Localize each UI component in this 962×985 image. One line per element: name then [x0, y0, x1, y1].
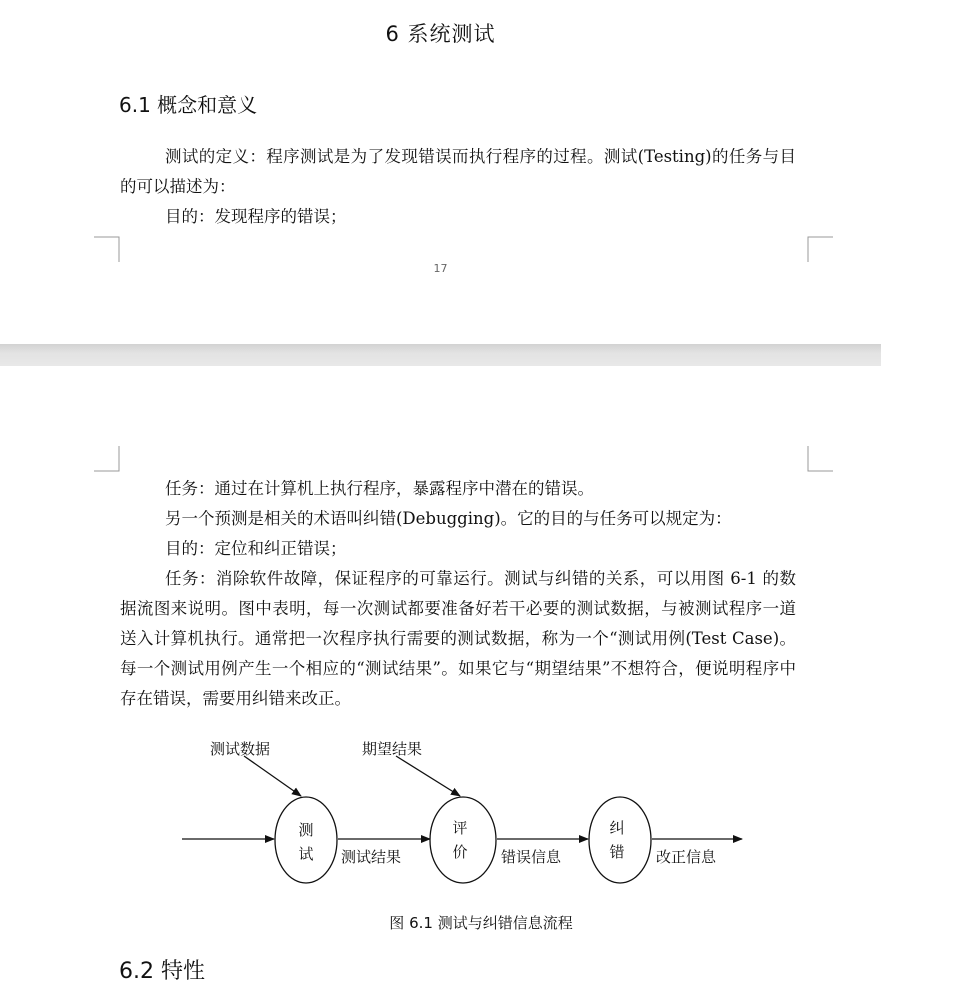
chapter-title: 6 系统测试 [385, 22, 496, 46]
label-fix-info: 改正信息 [656, 848, 717, 866]
node-debug-char-2: 错 [609, 843, 625, 861]
margin-corner-mark [808, 446, 833, 472]
document-page-2 [0, 366, 881, 984]
arrow-expected-result [396, 756, 460, 796]
node-evaluate-char-2: 价 [452, 843, 468, 861]
body-paragraph: 目的：发现程序的错误； [165, 207, 347, 226]
page-separator [0, 344, 881, 366]
section-heading: 6.1 概念和意义 [119, 93, 258, 117]
document-page-1 [0, 0, 881, 344]
figure-caption: 图 6.1 测试与纠错信息流程 [389, 914, 573, 932]
body-paragraph: 任务：消除软件故障，保证程序的可靠运行。测试与纠错的关系，可以用图 6-1 的数据流图来说明。图中表明，每一次测试都要准备好若干必要的测试数据，与被测试程序一道送入计算机执行。通常把一次程序执行需要的测试数据，称为一个“测试用例(Test Case)。每一个测试用例产生一个相应的“测试结果”。如果它与“期望结果”不想符合，便说明程序中存在错误，需要用纠错来改正。 [120, 569, 796, 708]
node-test-char-1: 测 [298, 821, 314, 839]
body-paragraph: 另一个预测是相关的术语叫纠错(Debugging)。它的目的与任务可以规定为： [165, 509, 732, 528]
label-error-info: 错误信息 [501, 848, 562, 866]
label-test-data: 测试数据 [210, 740, 271, 758]
margin-corner-mark [808, 236, 833, 262]
margin-corner-mark [94, 446, 119, 472]
arrow-test-data [244, 756, 301, 796]
test-debug-flow-diagram [0, 726, 881, 896]
label-test-result: 测试结果 [341, 848, 402, 866]
node-debug-char-1: 纠 [609, 819, 625, 837]
node-evaluate [430, 797, 496, 883]
margin-corner-mark [94, 236, 119, 262]
node-debug [589, 797, 651, 883]
body-paragraph: 目的：定位和纠正错误； [165, 539, 347, 558]
body-paragraph: 任务：通过在计算机上执行程序，暴露程序中潜在的错误。 [165, 479, 594, 498]
section-heading-next: 6.2 特性 [119, 959, 205, 984]
page-number: 17 [433, 262, 448, 275]
body-paragraph: 测试的定义：程序测试是为了发现错误而执行程序的过程。测试(Testing)的任务与目的可以描述为： [120, 147, 796, 196]
node-test [275, 797, 337, 883]
node-evaluate-char-1: 评 [452, 819, 468, 837]
label-expected-result: 期望结果 [362, 740, 423, 758]
node-test-char-2: 试 [298, 845, 314, 863]
